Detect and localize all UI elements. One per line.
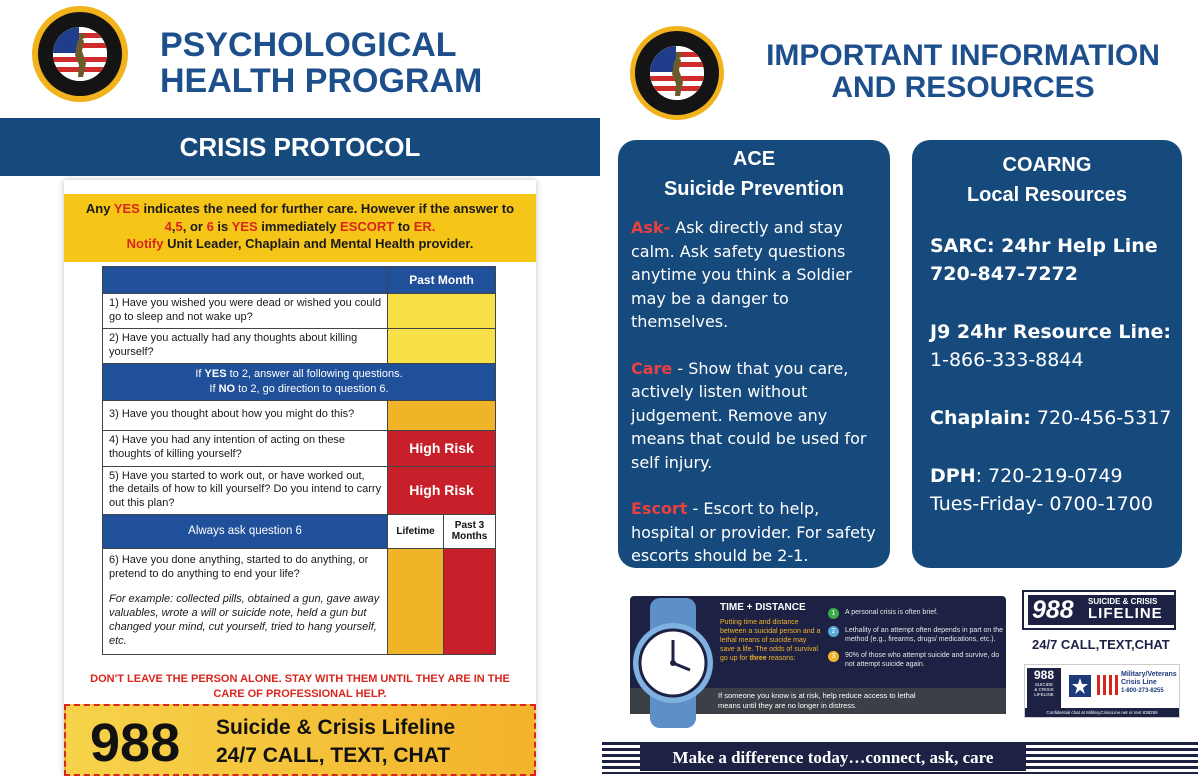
military-veterans-crisis-line-logo [1024, 664, 1180, 718]
dph-hours: Tues-Friday- 0700-1700 [930, 493, 1153, 515]
note-er: ER. [413, 218, 436, 234]
escort-text: - Escort to help, hospital or provider. For safety escorts should be 2-1. [631, 499, 876, 565]
banner-text: Make a difference today…connect, ask, care [640, 745, 1026, 771]
ask-text: Ask directly and stay calm. Ask safety questions anytime you think a Soldier may be a danger to themselves. [631, 218, 852, 331]
chaplain-label: Chaplain: [930, 407, 1031, 429]
lifeline-banner [64, 704, 536, 776]
reason-item [828, 651, 1004, 669]
mvcl-title-line-1: Military/Veterans [1121, 671, 1177, 678]
table-row [103, 466, 496, 514]
answer-cell [388, 329, 496, 364]
note-yes: YES [231, 218, 258, 234]
table-header-row [103, 267, 496, 294]
reason-item [828, 626, 1004, 644]
minuteman-flag-icon [53, 27, 107, 81]
ask-label: Ask- [631, 218, 671, 237]
question-5: 5) Have you started to work out, or have worked out, the details of how to kill yourself? Do you intend to carry out this plan? [103, 466, 388, 514]
mini-988-line: SUICIDE [1034, 682, 1054, 687]
instr-text: to 2, answer all following questions. [226, 368, 403, 380]
ace-suicide-prevention-box [618, 140, 890, 568]
coarng-title: COARNG [1002, 154, 1092, 176]
screening-questions-table [102, 266, 496, 655]
reason-number: 3 [828, 651, 839, 662]
high-risk-label: High Risk [388, 430, 496, 466]
resources-title-line-1: IMPORTANT INFORMATION [766, 39, 1160, 72]
resources-title-line-2: AND RESOURCES [831, 70, 1095, 104]
minuteman-flag-icon [650, 46, 704, 100]
dotted-stripe-icon [1097, 675, 1119, 695]
td-bold: three [749, 655, 767, 663]
988-badge [1028, 595, 1174, 625]
make-a-difference-banner [600, 738, 1200, 776]
crisis-protocol-card [64, 180, 536, 776]
branch-instruction [103, 364, 496, 401]
chaplain-number: 720-456-5317 [1030, 407, 1172, 429]
instr-text: If [209, 382, 219, 395]
reason-number: 2 [828, 626, 839, 637]
reason-text: A personal crisis is often brief. [845, 609, 938, 616]
note-text: immediately [257, 218, 341, 234]
mini-988-number: 988 [1033, 668, 1055, 682]
988-number: 988 [1032, 596, 1074, 624]
yes-indicator-note [64, 194, 536, 262]
mini-988-line: & CRISIS [1034, 687, 1054, 692]
coarng-body [912, 210, 1182, 518]
army-national-guard-seal [32, 6, 128, 102]
instr-yes: YES [204, 368, 227, 380]
stay-with-person-warning: DON'T LEAVE THE PERSON ALONE. STAY WITH THEM UNTIL THEY ARE IN THE CARE OF PROFESSIONAL HELP. [90, 673, 510, 700]
sarc-number: 720-847-7272 [930, 263, 1078, 285]
988-lifeline-logo [1022, 590, 1176, 630]
note-escort: ESCORT [340, 218, 395, 234]
mvcl-title-line-2: Crisis Line [1121, 679, 1157, 686]
lifeline-number: 988 [90, 713, 181, 773]
instruction-row [103, 364, 496, 401]
answer-cell [388, 400, 496, 430]
time-distance-footer: If someone you know is at risk, help reduce access to lethal means until they are no longer in distress. [630, 688, 1006, 714]
reason-text: Lethality of an attempt often depends in part on the method (e.g., firearms, drugs/ medications, etc.). [845, 627, 1003, 644]
question-4: 4) Have you had any intention of acting on these thoughts of killing yourself? [103, 430, 388, 466]
reason-item [828, 608, 1004, 619]
wristwatch-icon [624, 598, 724, 728]
past-3-months-header: Past 3 Months [444, 514, 496, 548]
sarc-entry [930, 232, 1172, 288]
time-distance-reasons [828, 608, 1004, 669]
coarng-local-resources-box [912, 140, 1182, 568]
mvcl-phone: 1-800-273-8255 [1121, 688, 1164, 694]
star-flag-icon [1069, 675, 1091, 697]
lifetime-answer [388, 548, 444, 654]
988-line-2: LIFELINE [1088, 605, 1163, 622]
time-distance-title: TIME + DISTANCE [720, 602, 806, 613]
crisis-protocol-bar [0, 118, 600, 176]
care-text: - Show that you care, actively listen without judgement. Remove any means that could be used for self injury. [631, 358, 867, 472]
care-label: Care [631, 358, 673, 378]
crisis-protocol-title: CRISIS PROTOCOL [179, 131, 421, 162]
ace-escort [631, 497, 878, 568]
note-text: , or [182, 218, 207, 234]
lifetime-header: Lifetime [388, 514, 444, 548]
reason-number: 1 [828, 608, 839, 619]
ace-body [618, 204, 890, 568]
mvcl-footer: Confidential chat at MilitaryCrisisLine.net or text 838255 [1025, 708, 1179, 717]
j9-number: 1-866-333-8844 [930, 349, 1084, 371]
instr-no: NO [218, 382, 236, 395]
question-3: 3) Have you thought about how you might do this? [103, 400, 388, 430]
note-text: Unit Leader, Chaplain and Mental Health provider. [163, 236, 474, 252]
time-distance-body [720, 618, 822, 663]
j9-entry [930, 318, 1172, 374]
instr-text: If [195, 368, 205, 380]
note-text: indicates the need for further care. However if the answer to [139, 201, 515, 216]
header-blank [103, 267, 388, 294]
reason-text: 90% of those who attempt suicide and survive, do not attempt suicide again. [845, 652, 1000, 669]
question-6: 6) Have you done anything, started to do anything, or pretend to do anything to end your life? [109, 553, 369, 580]
dph-entry [930, 462, 1172, 518]
program-title-line-1: PSYCHOLOGICAL [160, 26, 457, 64]
question-6-example: For example: collected pills, obtained a gun, gave away valuables, wrote a will or suicide note, held a gun but changed your mind, cut yourself, tried to hang yourself, etc. [109, 593, 380, 647]
td-text: reasons: [766, 655, 796, 663]
note-text: is [213, 218, 232, 234]
988-availability: 24/7 CALL,TEXT,CHAT [1032, 637, 1170, 652]
note-num: 6 [206, 218, 214, 234]
program-title [160, 28, 482, 99]
table-row [103, 294, 496, 329]
right-flyer-panel [600, 0, 1200, 776]
chaplain-entry [930, 404, 1172, 432]
ace-care [631, 357, 878, 475]
note-notify: Notify [126, 236, 164, 252]
always-ask-q6: Always ask question 6 [103, 514, 388, 548]
td-text: Putting time and distance between a suicidal person and a lethal means of suicide may save a life. The odds of survival go up for [720, 619, 821, 663]
dph-label: DPH [930, 465, 976, 487]
dph-number: : 720-219-0749 [975, 465, 1123, 487]
lifeline-availability: 24/7 CALL, TEXT, CHAT [216, 744, 451, 767]
question-6-cell [103, 548, 388, 654]
coarng-subtitle: Local Resources [966, 184, 1128, 206]
note-num: 4 [164, 218, 172, 234]
past-month-header: Past Month [388, 267, 496, 294]
j9-label: J9 24hr Resource Line: [930, 321, 1172, 343]
sarc-label: SARC: 24hr Help Line [930, 235, 1158, 257]
table-row [103, 400, 496, 430]
lifeline-title: Suicide & Crisis Lifeline [216, 716, 456, 739]
note-text: , [171, 218, 176, 234]
note-text: Any [85, 201, 114, 216]
mvcl-title [1121, 671, 1177, 695]
ace-title: ACE [732, 148, 776, 170]
table-row [103, 430, 496, 466]
question-2: 2) Have you actually had any thoughts about killing yourself? [103, 329, 388, 364]
escort-label: Escort [631, 499, 688, 518]
table-row [103, 514, 496, 548]
high-risk-label: High Risk [388, 466, 496, 514]
note-yes: YES [113, 201, 140, 216]
ace-subtitle: Suicide Prevention [663, 178, 845, 200]
program-title-line-2: HEALTH PROGRAM [160, 61, 483, 100]
instr-text: to 2, go direction to question 6. [235, 382, 389, 395]
mini-988-badge [1027, 668, 1061, 708]
table-row [103, 329, 496, 364]
past-3-months-answer [444, 548, 496, 654]
ace-ask [631, 216, 878, 334]
table-row [103, 548, 496, 654]
mini-988-line: LIFELINE [1034, 692, 1054, 697]
988-line-1: SUICIDE & CRISIS [1088, 597, 1158, 606]
answer-cell [388, 294, 496, 329]
note-text: to [394, 218, 414, 234]
resources-title [748, 40, 1178, 103]
army-national-guard-seal [630, 26, 724, 120]
question-1: 1) Have you wished you were dead or wished you could go to sleep and not wake up? [103, 294, 388, 329]
note-num: 5 [175, 218, 183, 234]
